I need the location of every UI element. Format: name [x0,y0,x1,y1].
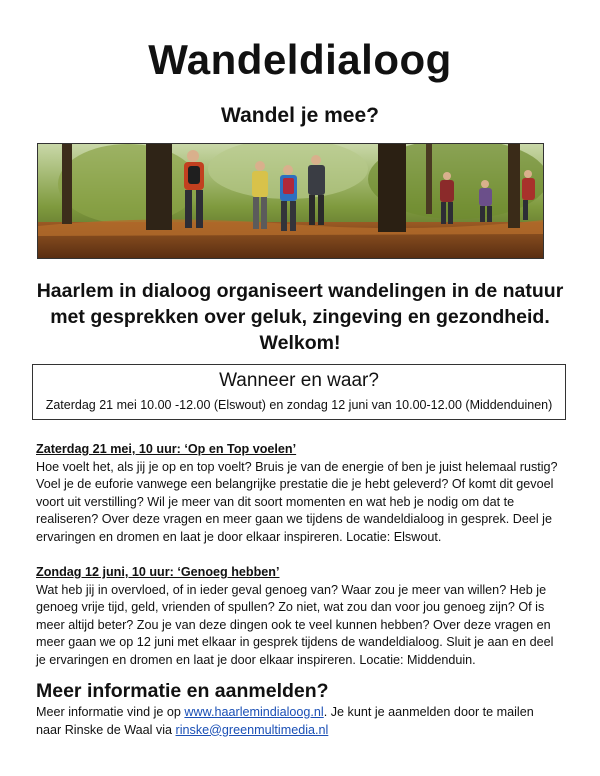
session-text-line: meer gaan we op 12 juni met elkaar in gesprek tijdens de wandeldialoog. Sluit je aan en deel [36,635,554,649]
intro-line: Haarlem in dialoog organiseert wandelingen in de natuur [36,280,564,302]
forest-walk-photo [37,143,544,259]
when-where-box [32,364,566,420]
session-may-21 [36,441,566,546]
session-text-line: realiseren? Over deze vragen en meer gaan we tijdens de wandeldialoog in gesprek. Deel je [36,512,552,526]
session-heading: Zondag 12 juni, 10 uur: ‘Genoeg hebben’ [36,565,280,579]
page-title: Wandeldialoog [148,36,452,83]
website-link[interactable]: www.haarlemindialoog.nl [184,705,324,719]
when-where-heading: Wanneer en waar? [219,370,379,391]
more-info-text-part: Meer informatie vind je op [36,705,185,719]
session-heading: Zaterdag 21 mei, 10 uur: ‘Op en Top voelen’ [36,442,297,456]
session-text-line: meer altijd beter? Zou je van deze dingen ook te veel kunnen hebben? Over deze vragen en [36,617,551,632]
more-info-text [36,704,566,739]
page-subtitle: Wandel je mee? [221,104,379,127]
email-link[interactable]: rinske@greenmultimedia.nl [175,722,329,737]
session-text-line: voort uit verstilling? Wil je meer van dit soort momenten en wat heb je nodig om dat te [36,494,515,509]
session-text-line: je ervaringen en dromen en laat je door elkaar inspireren. Locatie: Middenduin. [36,652,476,667]
intro-text [20,278,580,356]
session-text-line: Hoe voelt het, als jij je op en top voelt? Bruis je van de energie of ben je juist helemaal rustig? [36,459,558,474]
more-info-text-part: . Je kunt je aanmelden door te mailen [323,705,534,719]
session-text-line: Voel je de euforie vanwege een belangrijke prestatie die je hebt geleverd? Of komt dit gevoel [36,477,554,491]
intro-welcome: Welkom! [259,332,341,354]
more-info-text-part: naar Rinske de Waal via [36,722,176,737]
session-text-line: genoeg vrije tijd, geld, vrienden of spullen? Zo niet, wat zou dan voor jou genoeg zijn? Of is [36,600,545,614]
session-text-line: Wat heb jij in overvloed, of in ieder geval genoeg van? Waar zou je meer van willen? Heb je [36,582,547,597]
session-text-line: ervaringen en dromen en laat je door elkaar inspireren. Locatie: Elswout. [36,529,442,544]
when-where-detail: Zaterdag 21 mei 10.00 -12.00 (Elswout) en zondag 12 juni van 10.00-12.00 (Middenduinen) [45,398,553,412]
more-info-heading: Meer informatie en aanmelden? [36,680,329,702]
session-june-12 [36,564,566,669]
intro-line: met gesprekken over geluk, zingeving en gezondheid. [50,306,550,328]
